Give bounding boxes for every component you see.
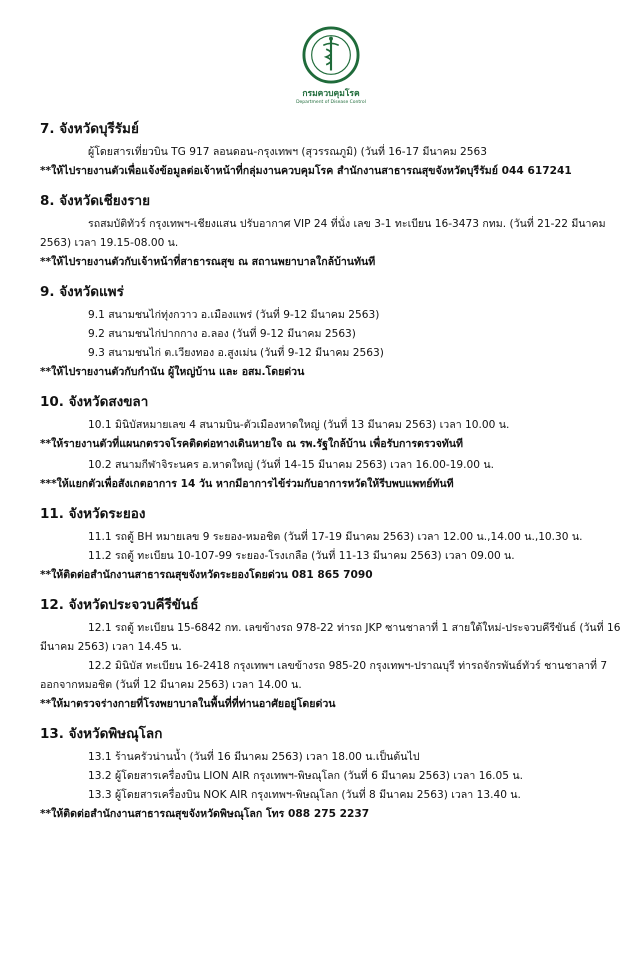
location-item: 9.1 สนามชนไก่ทุ่งกวาว อ.เมืองแพร่ (วันที่ 9-12 มีนาคม 2563) (88, 309, 380, 321)
province-heading: 12. จังหวัดประจวบคีรีขันธ์ (40, 597, 199, 613)
province-heading: 10. จังหวัดสงขลา (40, 394, 149, 410)
department-logo (288, 26, 374, 105)
province-heading: 7. จังหวัดบุรีรัมย์ (40, 121, 139, 137)
location-item: 13.2 ผู้โดยสารเครื่องบิน LION AIR กรุงเทพฯ-พิษณุโลก (วันที่ 6 มีนาคม 2563) เวลา 16.05 น. (88, 770, 523, 782)
instruction-note: **ให้มาตรวจร่างกายที่โรงพยาบาลในพื้นที่ที่ท่านอาศัยอยู่โดยด่วน (40, 698, 336, 710)
instruction-note: ***ให้แยกตัวเพื่อสังเกตอาการ 14 วัน หากมีอาการไข้ร่วมกับอาการหวัดให้รีบพบแพทย์ทันที (40, 478, 454, 490)
location-item: 9.2 สนามชนไก่ปากกาง อ.ลอง (วันที่ 9-12 มีนาคม 2563) (88, 328, 356, 340)
instruction-note: **ให้ไปรายงานตัวกับกำนัน ผู้ใหญ่บ้าน และ อสม.โดยด่วน (40, 366, 305, 378)
announcement-body (40, 118, 634, 833)
province-heading: 9. จังหวัดแพร่ (40, 284, 124, 300)
location-item: 13.3 ผู้โดยสารเครื่องบิน NOK AIR กรุงเทพฯ-พิษณุโลก (วันที่ 8 มีนาคม 2563) เวลา 13.40 น. (88, 789, 521, 801)
instruction-note: **ให้ติดต่อสำนักงานสาธารณสุขจังหวัดระยองโดยด่วน 081 865 7090 (40, 569, 373, 581)
location-item: รถสมบัติทัวร์ กรุงเทพฯ-เชียงแสน ปรับอากาศ VIP 24 ที่นั่ง เลข 3-1 ทะเบียน 16-3473 กทม. (วันที่ 21-22 มีนาคม 2563) เวลา 19.15-08.00 น. (40, 218, 606, 249)
location-item: 12.2 มินิบัส ทะเบียน 16-2418 กรุงเทพฯ เลขข้างรถ 985-20 กรุงเทพฯ-ปราณบุรี ท่ารถจักรพันธ์ทัวร์ ชานชาลาที่ 7 ออกจากหมอชิต (วันที่ 12 มีนาคม 2563) เวลา 14.00 น. (40, 660, 608, 691)
location-item: ผู้โดยสารเที่ยวบิน TG 917 ลอนดอน-กรุงเทพฯ (สุวรรณภูมิ) (วันที่ 16-17 มีนาคม 2563 (88, 146, 488, 158)
logo-name-english: Department of Disease Control (296, 100, 366, 105)
province-section (40, 190, 634, 272)
location-item: 10.1 มินิบัสหมายเลข 4 สนามบิน-ตัวเมืองหาดใหญ่ (วันที่ 13 มีนาคม 2563) เวลา 10.00 น. (88, 419, 510, 431)
province-section (40, 723, 634, 824)
logo-name-thai: กรมควบคุมโรค (302, 89, 360, 99)
province-section (40, 391, 634, 494)
instruction-note: **ให้ไปรายงานตัวกับเจ้าหน้าที่สาธารณสุข ณ สถานพยาบาลใกล้บ้านทันที (40, 256, 376, 268)
province-heading: 8. จังหวัดเชียงราย (40, 193, 150, 209)
location-item: 12.1 รถตู้ ทะเบียน 15-6842 กท. เลขข้างรถ 978-22 ท่ารถ JKP ซานชาลาที่ 1 สายใต้ใหม่-ประจวบคีรีขันธ์ (วันที่ 16 มีนาคม 2563) เวลา 14.45 น. (40, 622, 621, 653)
province-section (40, 503, 634, 585)
location-item: 11.2 รถตู้ ทะเบียน 10-107-99 ระยอง-โรงเกลือ (วันที่ 11-13 มีนาคม 2563) เวลา 09.00 น. (88, 550, 515, 562)
province-heading: 13. จังหวัดพิษณุโลก (40, 726, 163, 742)
province-section (40, 281, 634, 382)
location-item: 9.3 สนามชนไก่ ต.เวียงทอง อ.สูงเม่น (วันที่ 9-12 มีนาคม 2563) (88, 347, 384, 359)
location-item: 11.1 รถตู้ BH หมายเลข 9 ระยอง-หมอชิต (วันที่ 17-19 มีนาคม 2563) เวลา 12.00 น.,14.00 น.,10.30 น. (88, 531, 583, 543)
location-item: 13.1 ร้านครัวน่านน้ำ (วันที่ 16 มีนาคม 2563) เวลา 18.00 น.เป็นต้นไป (88, 751, 420, 763)
province-section (40, 118, 634, 181)
province-section (40, 594, 634, 714)
province-heading: 11. จังหวัดระยอง (40, 506, 146, 522)
instruction-note: **ให้ไปรายงานตัวเพื่อแจ้งข้อมูลต่อเจ้าหน้าที่กลุ่มงานควบคุมโรค สำนักงานสาธารณสุขจังหวัดบุรีรัมย์ 044 617241 (40, 165, 572, 177)
ministry-emblem-icon (302, 26, 360, 84)
instruction-note: **ให้รายงานตัวที่แผนกตรวจโรคติดต่อทางเดินหายใจ ณ รพ.รัฐใกล้บ้าน เพื่อรับการตรวจทันที (40, 438, 463, 450)
location-item: 10.2 สนามกีฬาจิระนคร อ.หาดใหญ่ (วันที่ 14-15 มีนาคม 2563) เวลา 16.00-19.00 น. (88, 459, 494, 471)
instruction-note: **ให้ติดต่อสำนักงานสาธารณสุขจังหวัดพิษณุโลก โทร 088 275 2237 (40, 808, 370, 820)
